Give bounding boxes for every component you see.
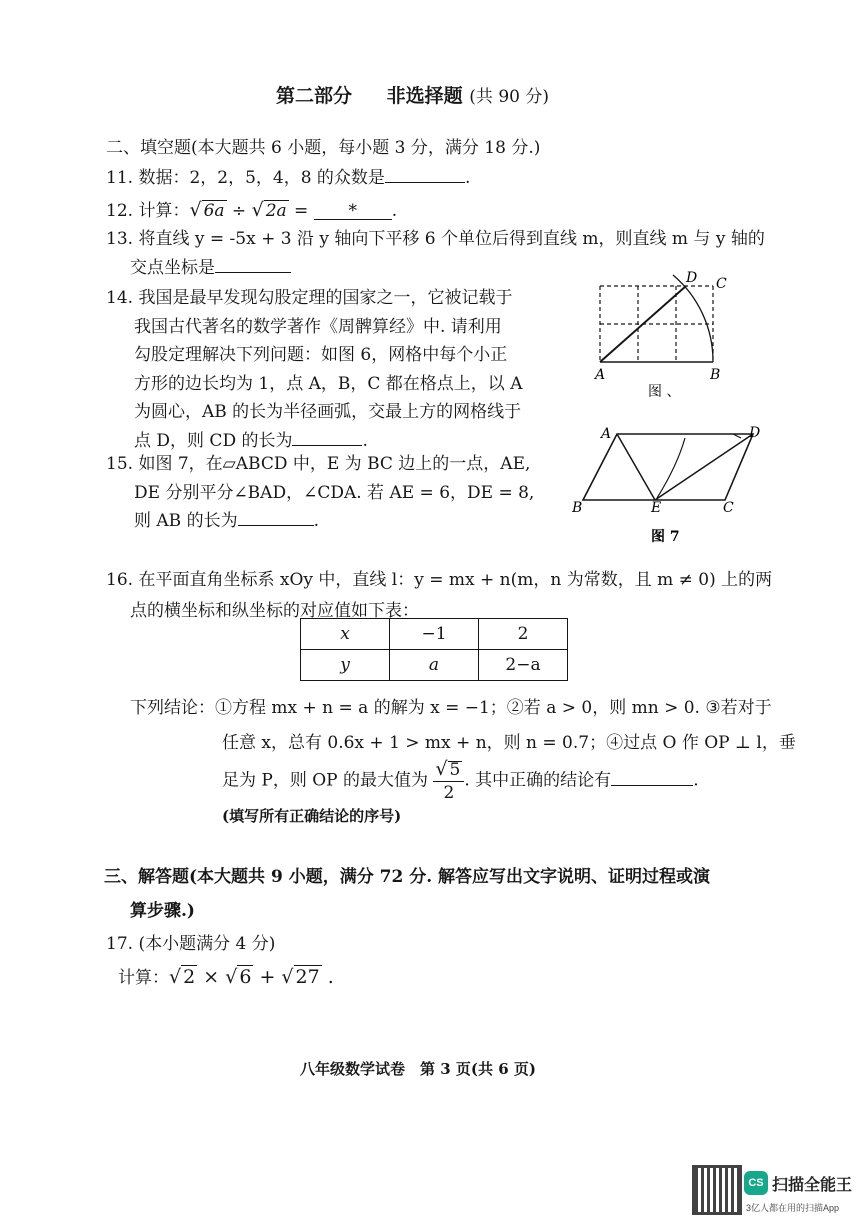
question-15: 15. 如图 7，在▱ABCD 中，E 为 BC 边上的一点，AE, DE 分别平分∠BAD，∠CDA. 若 AE = 6，DE = 8, 则 AB 的长为 . [106,454,535,532]
sqrt-icon: √ [169,966,182,988]
sqrt-icon: √ [251,199,264,221]
question-13-line1 [106,224,765,249]
question-12: 12. 计算：√ 6a ÷ √ 2a = * . [106,199,398,221]
values-table [300,618,568,681]
part-score: (共 90 分) [469,87,549,107]
question-17-expr: 计算：√ 2 × √ 6 + √ 27 . [118,966,334,988]
conclusions-line2: 任意 x，总有 0.6x + 1 > mx + n，则 n = 0.7；④过点 O 作 OP ⊥ l，垂 [222,733,796,753]
part-title: 非选择题 [386,85,463,107]
question-number: 14. [106,288,134,308]
scan-mark: * [348,201,357,221]
figure-7 [565,420,775,550]
table-row: x −1 2 [301,619,568,650]
fig6-label-a: A [595,367,606,383]
sqrt-icon: √ [281,966,294,988]
fig7-label-e: E [651,500,662,516]
section2-title: 二、填空题(本大题共 6 小题，每小题 3 分，满分 18 分.) [106,138,541,158]
fig7-label-a: A [601,426,612,442]
fig6-label-c: C [716,276,727,292]
answer-blank[interactable] [238,507,314,526]
fig6-label-b: B [710,367,721,383]
conclusions-line1: 下列结论：①方程 mx + n = a 的解为 x = −1；②若 a > 0，则 mn > 0. ③若对于 [130,698,772,718]
fig7-label-b: B [572,500,583,516]
question-11: 11. 数据：2，2，5，4，8 的众数是 . [106,163,470,188]
question-number: 16. [106,570,134,590]
answer-blank[interactable] [292,427,362,446]
fig7-label-c: C [723,500,734,516]
section3-title-line1: 三、解答题(本大题共 9 小题，满分 72 分. 解答应写出文字说明、证明过程或演 [104,867,711,887]
answer-blank[interactable] [385,164,465,183]
fraction: $\frac{√ 5}{2}$ [433,760,464,802]
figure-6 [585,262,735,402]
page-title [276,81,549,108]
question-prefix: 计算： [138,201,190,221]
fig6-label-d: D [686,270,698,286]
question-number: 12. [106,201,134,221]
question-number: 15. [106,454,134,474]
conclusions-line3: 足为 P，则 OP 的最大值为 $\frac{√ 5}{2}$ . 其中正确的结论有 . [222,758,699,803]
fill-note: (填写所有正确结论的序号) [222,807,402,825]
page-footer: 八年级数学试卷 第 3 页(共 6 页) [300,1060,536,1078]
sqrt-icon: √ [189,199,202,221]
question-13-line2: 交点坐标是 [130,253,291,278]
fig7-label-d: D [749,425,761,441]
scanner-logo-icon: CS [744,1171,768,1195]
fig6-caption: 图 、 [648,384,681,400]
sqrt-icon: √ [225,966,238,988]
scanner-brand: 扫描全能王 [772,1177,853,1194]
answer-blank[interactable] [314,201,392,220]
question-17-head: 17. (本小题满分 4 分) [106,934,276,954]
part-label: 第二部分 [276,85,353,107]
qr-code [695,1168,739,1212]
table-row: y a 2−a [301,650,568,681]
question-14: 14. 我国是最早发现勾股定理的国家之一，它被记载于 我国古代著名的数学著作《周髀算经》中. 请利用 勾股定理解决下列问题：如图 6，网格中每个小正 方形的边长均为 1，点 A，B，C 都在格点上，以 A 为圆心，AB 的长为半径画弧，交最上方的网格线于 点 D，则 CD 的长为 . [106,288,523,451]
fig7-caption: 图 7 [651,529,680,545]
question-16-line2: 点的横坐标和纵坐标的对应值如下表： [130,601,419,621]
question-16-line1: 16. 在平面直角坐标系 xOy 中，直线 l：y = mx + n(m，n 为常数，且 m ≠ 0) 上的两 [106,570,773,590]
answer-blank[interactable] [215,254,291,273]
question-number: 11. [106,168,134,188]
section3-title-line2: 算步骤.) [130,901,195,921]
question-text: 数据：2，2，5，4，8 的众数是 [138,168,385,188]
answer-blank[interactable] [611,767,693,786]
scanner-tagline: 3亿人都在用的扫描App [746,1203,840,1213]
question-text: 将直线 y = -5x + 3 沿 y 轴向下平移 6 个单位后得到直线 m，则直线 m 与 y 轴的 [138,229,765,249]
sqrt-icon: √ [435,758,448,780]
question-number: 13. [106,229,134,249]
